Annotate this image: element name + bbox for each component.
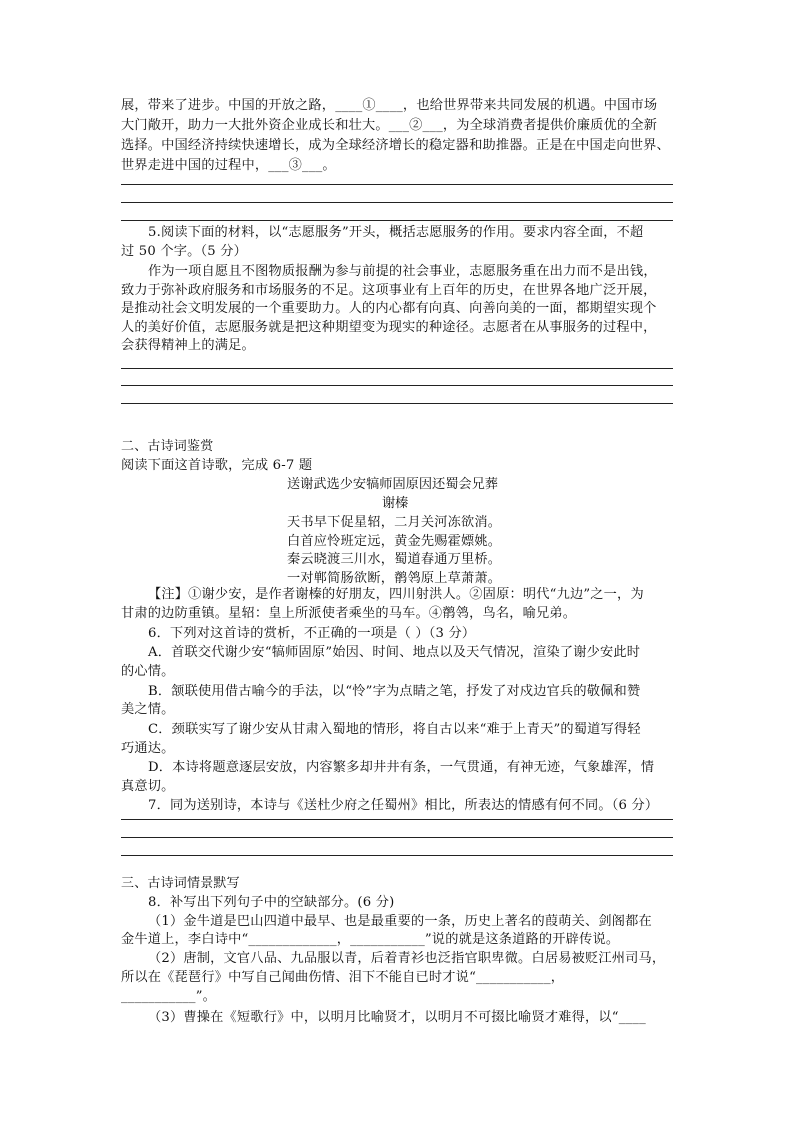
q8-item-1: （1）金牛道是巴山四道中最早、也是最重要的一条，历史上著名的葭萌关、剑阁都在 (148, 914, 652, 929)
answer-line[interactable] (121, 184, 673, 185)
poem-title: 送谢武选少安犒师固原因还蜀会兄葬 (287, 477, 498, 492)
q5-material-line: 会获得精神上的满足。 (121, 338, 255, 353)
q6-option-d-cont: 真意切。 (121, 779, 175, 794)
section-heading: 二、古诗词鉴赏 (121, 439, 214, 454)
answer-line[interactable] (121, 855, 673, 856)
q6-option-b[interactable]: B．颔联使用借古喻今的手法，以“怜”字为点睛之笔，抒发了对戍边官兵的敬佩和赞 (148, 684, 641, 699)
q8-item-2: （2）唐制，文官八品、九品服以青，后着青衫也泛指官职卑微。白居易被贬江州司马， (148, 951, 666, 966)
q5-material-line: 人的美好价值，志愿服务就是把这种期望变为现实的种途径。志愿者在从事服务的过程中， (121, 320, 657, 335)
answer-line[interactable] (121, 819, 673, 820)
poem-line: 天书早下促星轺，二月关河冻欲消。 (287, 515, 502, 530)
q5-material-line: 是推动社会文明发展的一个重要助力。人的内心都有向真、向善向美的一面，都期望实现个 (121, 301, 657, 316)
poem-line: 秦云晓渡三川水，蜀道春通万里桥。 (287, 552, 502, 567)
q8-item-2-fill[interactable]: ___________”。 (121, 989, 217, 1004)
poem-note: 【注】①谢少安，是作者谢榛的好朋友，四川射洪人。②固原：明代“九边”之一，为 (148, 587, 644, 602)
q5-material-line: 致力于弥补政府服务和市场服务的不足。这项事业有上百年的历史，在世界各地广泛开展， (121, 283, 657, 298)
q8-prompt: 8．补写出下列句子中的空缺部分。(6 分) (148, 895, 395, 910)
answer-line[interactable] (121, 368, 673, 369)
q4-text-line: 大门敞开，助力一大批外资企业成长和壮大。___②___，为全球消费者提供价廉质优的全新 (121, 118, 658, 133)
q7-prompt: 7．同为送别诗，本诗与《送杜少府之任蜀州》相比，所表达的情感有何不同。（6 分） (148, 798, 659, 813)
q4-text-line: 展，带来了进步。中国的开放之路，____①____，也给世界带来共同发展的机遇。中国市场 (121, 98, 658, 113)
answer-line[interactable] (121, 385, 673, 386)
q8-item-2-fill[interactable]: 所以在《琵琶行》中写自己闻曲伤情、泪下不能自已时才说“___________， (121, 970, 565, 985)
answer-line[interactable] (121, 403, 673, 404)
q6-option-b-cont: 美之情。 (121, 702, 175, 717)
q6-prompt: 6．下列对这首诗的赏析，不正确的一项是（ ）（3 分） (148, 626, 476, 641)
poem-author: 谢榛 (382, 496, 409, 511)
q8-item-3[interactable]: （3）曹操在《短歌行》中，以明月比喻贤才，以明月不可掇比喻贤才难得，以“____ (148, 1010, 646, 1025)
q5-material-line: 作为一项自愿且不图物质报酬为参与前提的社会事业，志愿服务重在出力而不是出钱， (148, 264, 657, 279)
q6-option-a[interactable]: A．首联交代谢少安“犒师固原”始因、时间、地点以及天气情况，渲染了谢少安此时 (148, 645, 641, 660)
section-intro: 阅读下面这首诗歌，完成 6-7 题 (121, 458, 313, 473)
q4-text-line: 选择。中国经济持续快速增长，成为全球经济增长的稳定器和助推器。正是在中国走向世界、 (121, 138, 670, 153)
q4-text-line: 世界走进中国的过程中，___③___。 (121, 158, 336, 173)
answer-line[interactable] (121, 837, 673, 838)
poem-line: 白首应怜班定远，黄金先赐霍嫖姚。 (287, 534, 502, 549)
q6-option-a-cont: 的心情。 (121, 664, 175, 679)
poem-line: 一对郸简肠欲断，鹡鸰原上草萧萧。 (287, 571, 502, 586)
q8-item-1-fill[interactable]: 金牛道上，李白诗中“_____________，___________”说的就是这条道路的开辟传说。 (121, 932, 620, 947)
answer-line[interactable] (121, 220, 673, 221)
q6-option-c[interactable]: C．颈联实写了谢少安从甘肃入蜀地的情形，将自古以来“难于上青天”的蜀道写得轻 (148, 722, 641, 737)
answer-line[interactable] (121, 202, 673, 203)
section-heading: 三、古诗词情景默写 (121, 876, 240, 891)
q5-prompt: 过 50 个字。（5 分） (121, 244, 248, 259)
q6-option-d[interactable]: D．本诗将题意逐层安放，内容繁多却井井有条，一气贯通，有神无迹，气象雄浑，情 (148, 760, 655, 775)
poem-note: 甘肃的边防重镇。星轺：皇上所派使者乘坐的马车。④鹡鸰，鸟名，喻兄弟。 (121, 606, 577, 621)
q6-option-c-cont: 巧通达。 (121, 741, 175, 756)
q5-prompt: 5.阅读下面的材料，以“志愿服务”开头，概括志愿服务的作用。要求内容全面，不超 (148, 225, 644, 240)
